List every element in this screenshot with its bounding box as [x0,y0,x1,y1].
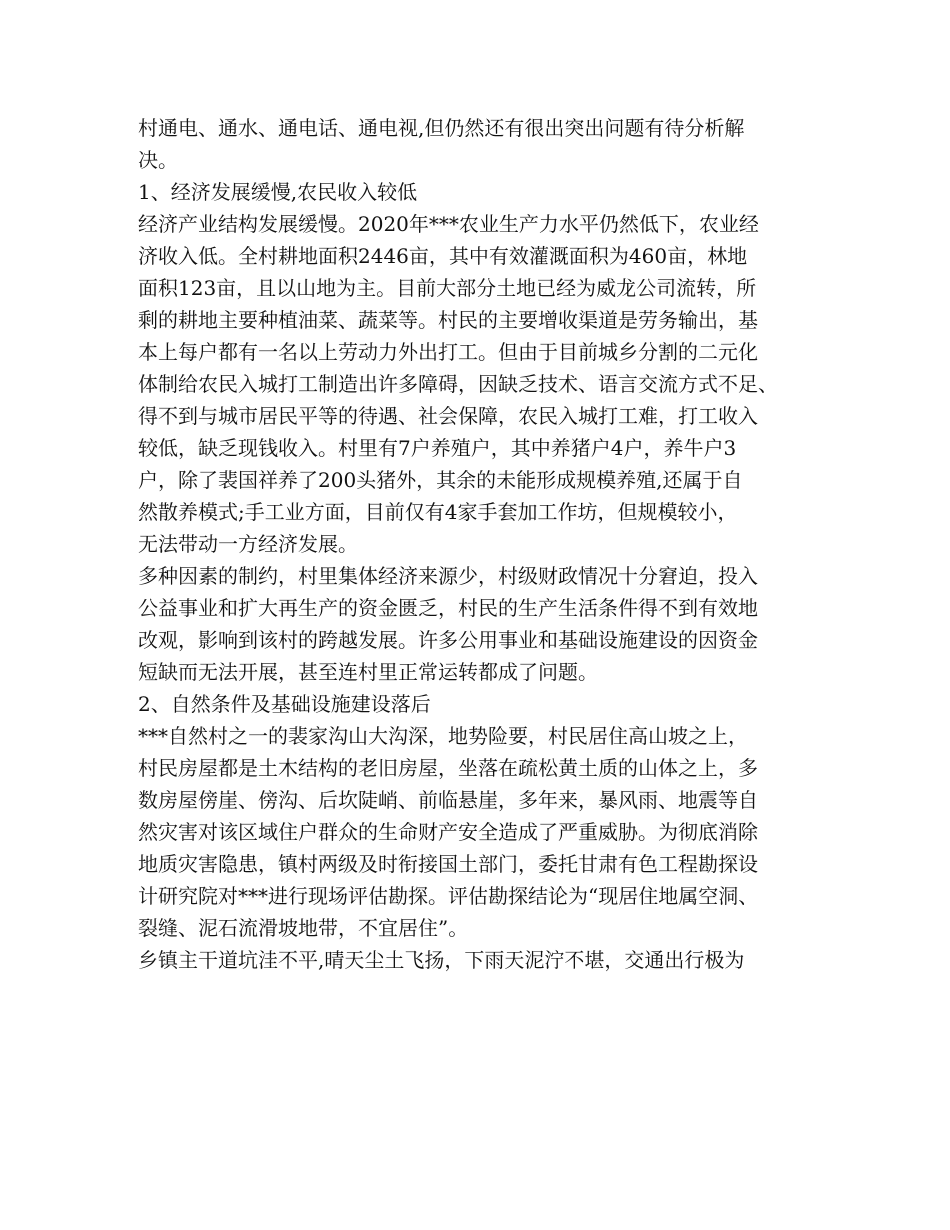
text-line: 乡镇主干道坑洼不平,晴天尘土飞扬，下雨天泥泞不堪，交通出行极为 [138,948,745,972]
text-line: 数房屋傍崖、傍沟、后坎陡峭、前临悬崖，多年来，暴风雨、地震等自 [138,788,758,812]
text-line: 决。 [138,148,178,172]
text-line: 多种因素的制约，村里集体经济来源少，村级财政情况十分窘迫，投入 [138,564,758,588]
text-line: 面积123亩，且以山地为主。目前大部分土地已经为威龙公司流转，所 [138,276,757,300]
text-line: 体制给农民入城打工制造出许多障碍，因缺乏技术、语言交流方式不足、 [138,372,778,396]
text-line: ***自然村之一的裴家沟山大沟深，地势险要，村民居住高山坡之上， [138,724,748,748]
text-line: 计研究院对***进行现场评估勘探。评估勘探结论为“现居住地属空洞、 [138,884,759,908]
text-line: 得不到与城市居民平等的待遇、社会保障，农民入城打工难，打工收入 [138,404,758,428]
text-line: 改观，影响到该村的跨越发展。许多公用事业和基础设施建设的因资金 [138,628,758,652]
text-line: 济收入低。全村耕地面积2446亩，其中有效灌溉面积为460亩，林地 [138,244,748,268]
document-body [138,112,818,976]
text-line: 村民房屋都是土木结构的老旧房屋，坐落在疏松黄土质的山体之上，多 [138,756,758,780]
text-line: 经济产业结构发展缓慢。2020年***农业生产力水平仍然低下，农业经 [138,212,759,236]
text-line: 地质灾害隐患，镇村两级及时衔接国土部门，委托甘肃有色工程勘探设 [138,852,758,876]
section-heading: 1、经济发展缓慢,农民收入较低 [138,180,418,204]
text-line: 裂缝、泥石流滑坡地带，不宜居住”。 [138,916,469,940]
text-line: 村通电、通水、通电话、通电视,但仍然还有很出突出问题有待分析解 [138,116,745,140]
text-line: 剩的耕地主要种植油菜、蔬菜等。村民的主要增收渠道是劳务输出，基 [138,308,758,332]
text-line: 较低，缺乏现钱收入。村里有7户养殖户，其中养猪户4户，养牛户3 [138,436,737,460]
text-line: 短缺而无法开展，甚至连村里正常运转都成了问题。 [138,660,598,684]
section-heading: 2、自然条件及基础设施建设落后 [138,692,431,716]
text-line: 本上每户都有一名以上劳动力外出打工。但由于目前城乡分割的二元化 [138,340,758,364]
text-line: 然灾害对该区域住户群众的生命财产安全造成了严重威胁。为彻底消除 [138,820,758,844]
text-line: 然散养模式;手工业方面，目前仅有4家手套加工作坊，但规模较小， [138,500,738,524]
text-line: 无法带动一方经济发展。 [138,532,358,556]
text-line: 公益事业和扩大再生产的资金匮乏，村民的生产生活条件得不到有效地 [138,596,758,620]
text-line: 户，除了裴国祥养了200头猪外，其余的未能形成规模养殖,还属于自 [138,468,743,492]
